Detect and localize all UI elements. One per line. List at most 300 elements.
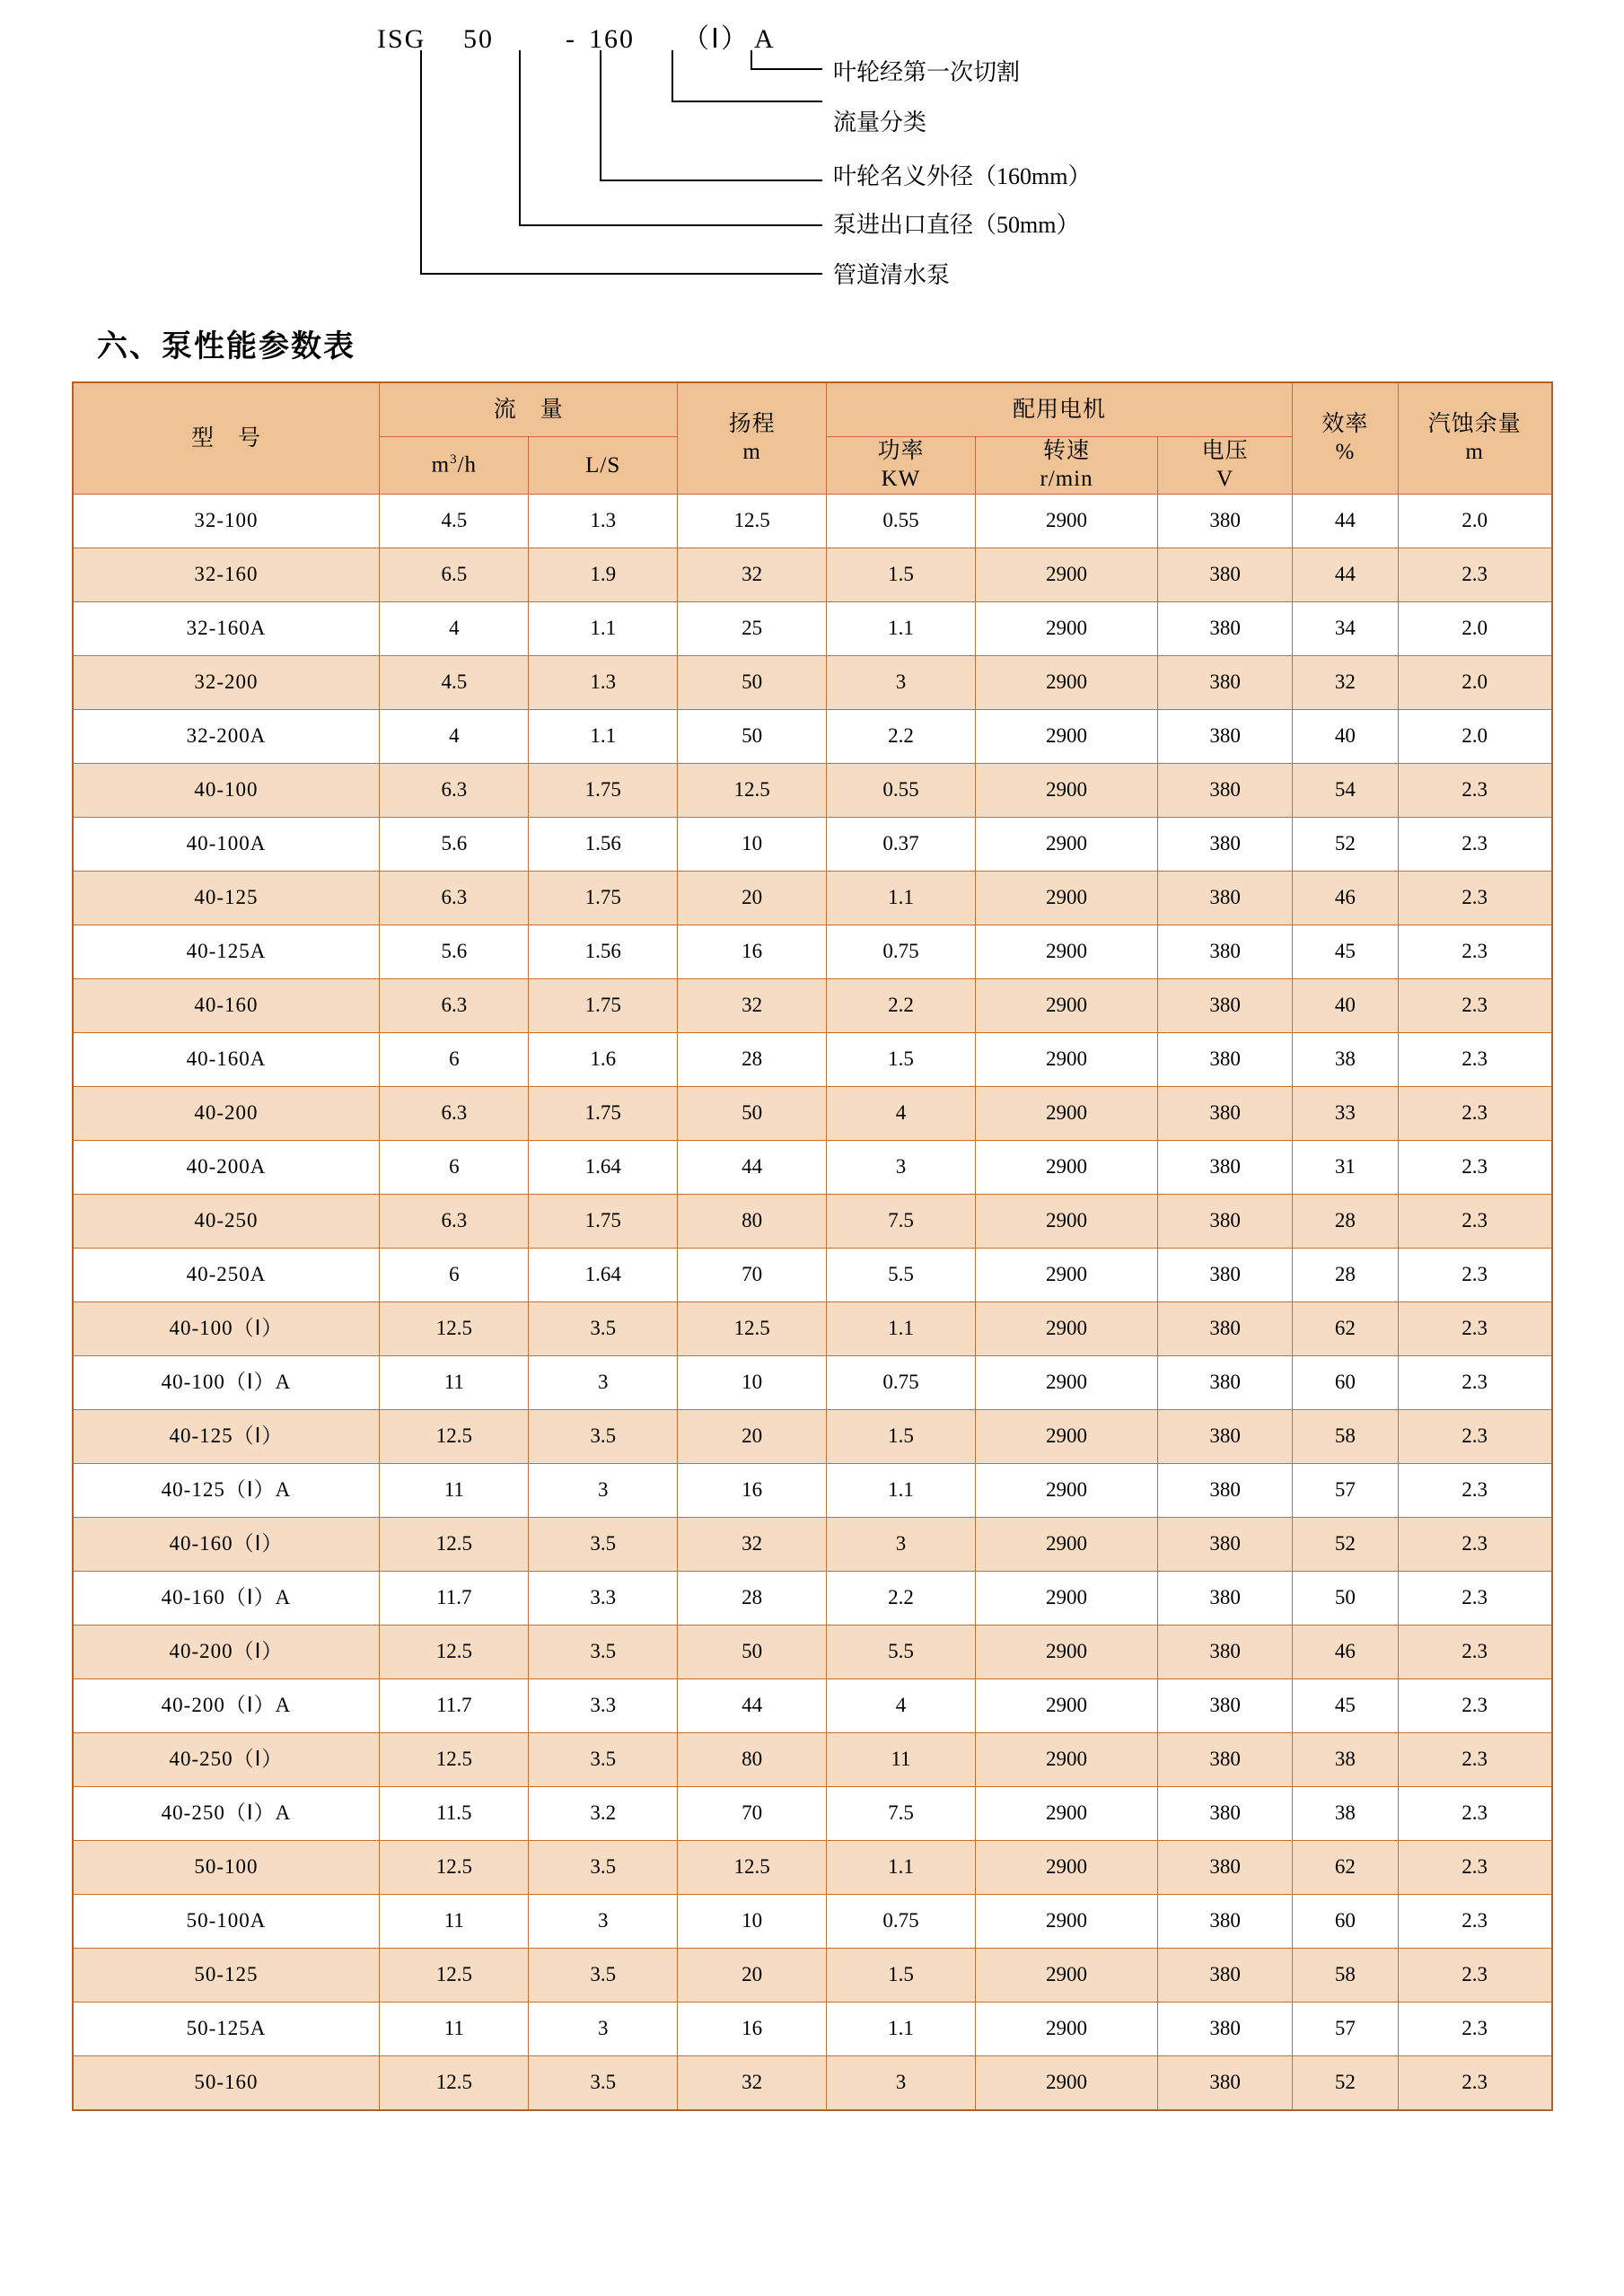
annotation-port-diameter: 泵进出口直径（50mm）: [833, 212, 1080, 238]
cell-speed: 2900: [975, 1194, 1157, 1248]
cell-flow-ls: 3.3: [529, 1571, 678, 1625]
cell-power: 7.5: [827, 1194, 976, 1248]
cell-speed: 2900: [975, 1732, 1157, 1786]
cell-power: 0.75: [827, 1355, 976, 1409]
table-row: [73, 601, 1552, 655]
cell-model: 40-200（Ⅰ）: [73, 1625, 380, 1678]
table-header-row-1: [73, 382, 1552, 437]
cell-flow-m3h: 11.7: [380, 1678, 529, 1732]
cell-voltage: 380: [1158, 494, 1293, 548]
table-row: [73, 709, 1552, 763]
cell-speed: 2900: [975, 2002, 1157, 2055]
cell-head: 44: [678, 1140, 827, 1194]
cell-npsh: 2.3: [1398, 2002, 1551, 2055]
cell-head: 50: [678, 655, 827, 709]
cell-head: 20: [678, 1948, 827, 2002]
cell-voltage: 380: [1158, 1086, 1293, 1140]
cell-flow-m3h: 11: [380, 1894, 529, 1948]
cell-voltage: 380: [1158, 548, 1293, 601]
cell-head: 10: [678, 1894, 827, 1948]
cell-efficiency: 58: [1293, 1409, 1399, 1463]
cell-efficiency: 52: [1293, 2055, 1399, 2110]
cell-npsh: 2.3: [1398, 1517, 1551, 1571]
header-head-label: 扬程: [728, 412, 776, 436]
cell-flow-m3h: 4.5: [380, 655, 529, 709]
cell-efficiency: 58: [1293, 1948, 1399, 2002]
cell-voltage: 380: [1158, 871, 1293, 925]
header-power-label: 功率: [877, 439, 925, 463]
pump-performance-table: [72, 381, 1553, 2111]
cell-head: 70: [678, 1786, 827, 1840]
code-segment-cut: A: [754, 24, 776, 54]
cell-speed: 2900: [975, 709, 1157, 763]
cell-power: 1.1: [827, 1301, 976, 1355]
cell-voltage: 380: [1158, 601, 1293, 655]
table-row: [73, 1571, 1552, 1625]
cell-voltage: 380: [1158, 1140, 1293, 1194]
cell-flow-m3h: 11.5: [380, 1786, 529, 1840]
header-power-unit: KW: [881, 467, 921, 492]
cell-npsh: 2.3: [1398, 1678, 1551, 1732]
cell-head: 16: [678, 1463, 827, 1517]
table-row: [73, 1248, 1552, 1301]
cell-head: 70: [678, 1248, 827, 1301]
code-segment-impeller: 160: [589, 24, 635, 54]
cell-head: 32: [678, 1517, 827, 1571]
cell-model: 40-250（Ⅰ）: [73, 1732, 380, 1786]
cell-flow-ls: 3: [529, 1463, 678, 1517]
cell-flow-ls: 3.5: [529, 1409, 678, 1463]
table-row: [73, 871, 1552, 925]
cell-npsh: 2.3: [1398, 1355, 1551, 1409]
cell-head: 50: [678, 1086, 827, 1140]
header-npsh-unit: m: [1465, 440, 1484, 465]
cell-flow-m3h: 11: [380, 1463, 529, 1517]
cell-flow-ls: 1.6: [529, 1032, 678, 1086]
cell-npsh: 2.3: [1398, 1840, 1551, 1894]
header-speed: [975, 437, 1157, 495]
cell-speed: 2900: [975, 1086, 1157, 1140]
cell-model: 40-160: [73, 978, 380, 1032]
cell-efficiency: 54: [1293, 763, 1399, 817]
cell-flow-ls: 3.5: [529, 1301, 678, 1355]
cell-efficiency: 45: [1293, 925, 1399, 978]
header-model: 型 号: [73, 382, 380, 494]
cell-efficiency: 44: [1293, 548, 1399, 601]
cell-flow-ls: 1.75: [529, 978, 678, 1032]
cell-efficiency: 44: [1293, 494, 1399, 548]
cell-head: 32: [678, 2055, 827, 2110]
cell-speed: 2900: [975, 1140, 1157, 1194]
cell-head: 12.5: [678, 1840, 827, 1894]
cell-voltage: 380: [1158, 1625, 1293, 1678]
cell-efficiency: 38: [1293, 1732, 1399, 1786]
cell-efficiency: 34: [1293, 601, 1399, 655]
cell-npsh: 2.3: [1398, 1732, 1551, 1786]
cell-efficiency: 50: [1293, 1571, 1399, 1625]
cell-power: 3: [827, 2055, 976, 2110]
cell-flow-ls: 1.75: [529, 1086, 678, 1140]
cell-model: 40-250（Ⅰ）A: [73, 1786, 380, 1840]
cell-efficiency: 45: [1293, 1678, 1399, 1732]
cell-power: 1.1: [827, 601, 976, 655]
cell-model: 40-160（Ⅰ）A: [73, 1571, 380, 1625]
cell-flow-m3h: 4: [380, 601, 529, 655]
cell-efficiency: 57: [1293, 2002, 1399, 2055]
cell-flow-ls: 3: [529, 2002, 678, 2055]
cell-speed: 2900: [975, 763, 1157, 817]
cell-flow-ls: 1.9: [529, 548, 678, 601]
cell-efficiency: 33: [1293, 1086, 1399, 1140]
cell-power: 5.5: [827, 1248, 976, 1301]
cell-voltage: 380: [1158, 1409, 1293, 1463]
cell-head: 25: [678, 601, 827, 655]
cell-flow-m3h: 12.5: [380, 1840, 529, 1894]
cell-flow-ls: 3.5: [529, 1948, 678, 2002]
cell-npsh: 2.3: [1398, 1194, 1551, 1248]
cell-speed: 2900: [975, 1032, 1157, 1086]
table-row: [73, 1355, 1552, 1409]
cell-power: 1.5: [827, 548, 976, 601]
header-flow-ls: L/S: [529, 437, 678, 495]
cell-flow-m3h: 4.5: [380, 494, 529, 548]
cell-flow-m3h: 6: [380, 1140, 529, 1194]
cell-npsh: 2.0: [1398, 494, 1551, 548]
cell-head: 20: [678, 871, 827, 925]
cell-voltage: 380: [1158, 978, 1293, 1032]
cell-model: 40-100: [73, 763, 380, 817]
cell-flow-ls: 3.2: [529, 1786, 678, 1840]
cell-head: 16: [678, 925, 827, 978]
table-row: [73, 1140, 1552, 1194]
cell-speed: 2900: [975, 1355, 1157, 1409]
cell-npsh: 2.3: [1398, 2055, 1551, 2110]
cell-model: 40-125A: [73, 925, 380, 978]
cell-npsh: 2.3: [1398, 1571, 1551, 1625]
cell-flow-ls: 1.3: [529, 655, 678, 709]
cell-flow-m3h: 6: [380, 1248, 529, 1301]
header-efficiency-label: 效率: [1321, 412, 1369, 436]
cell-power: 5.5: [827, 1625, 976, 1678]
cell-power: 1.1: [827, 1463, 976, 1517]
leader-line-5: [420, 50, 822, 275]
cell-model: 50-160: [73, 2055, 380, 2110]
cell-speed: 2900: [975, 1248, 1157, 1301]
cell-flow-m3h: 6.3: [380, 1194, 529, 1248]
table-row: [73, 655, 1552, 709]
code-segment-isg: ISG: [377, 24, 426, 54]
cell-npsh: 2.3: [1398, 817, 1551, 871]
table-row: [73, 763, 1552, 817]
cell-flow-m3h: 12.5: [380, 1301, 529, 1355]
cell-power: 7.5: [827, 1786, 976, 1840]
cell-model: 32-160A: [73, 601, 380, 655]
cell-model: 50-125: [73, 1948, 380, 2002]
cell-voltage: 380: [1158, 1301, 1293, 1355]
cell-power: 11: [827, 1732, 976, 1786]
annotation-first-cut: 叶轮经第一次切割: [833, 59, 1021, 85]
cell-model: 40-250: [73, 1194, 380, 1248]
cell-npsh: 2.3: [1398, 1248, 1551, 1301]
cell-speed: 2900: [975, 1625, 1157, 1678]
cell-speed: 2900: [975, 1463, 1157, 1517]
cell-head: 20: [678, 1409, 827, 1463]
table-row: [73, 1409, 1552, 1463]
table-row: [73, 2055, 1552, 2110]
cell-flow-ls: 3.5: [529, 1625, 678, 1678]
cell-efficiency: 28: [1293, 1248, 1399, 1301]
cell-flow-ls: 3: [529, 1355, 678, 1409]
header-power: [827, 437, 976, 495]
code-segment-flowclass: （Ⅰ）: [682, 24, 750, 54]
annotation-pump-type: 管道清水泵: [833, 262, 951, 288]
cell-voltage: 380: [1158, 1732, 1293, 1786]
cell-efficiency: 38: [1293, 1786, 1399, 1840]
cell-efficiency: 62: [1293, 1301, 1399, 1355]
cell-npsh: 2.3: [1398, 1463, 1551, 1517]
cell-efficiency: 52: [1293, 817, 1399, 871]
cell-voltage: 380: [1158, 1517, 1293, 1571]
cell-voltage: 380: [1158, 1571, 1293, 1625]
cell-voltage: 380: [1158, 817, 1293, 871]
cell-voltage: 380: [1158, 709, 1293, 763]
cell-power: 0.75: [827, 1894, 976, 1948]
header-voltage: [1158, 437, 1293, 495]
cell-flow-ls: 1.75: [529, 1194, 678, 1248]
cell-speed: 2900: [975, 1571, 1157, 1625]
cell-power: 2.2: [827, 1571, 976, 1625]
cell-speed: 2900: [975, 1678, 1157, 1732]
cell-flow-m3h: 12.5: [380, 1409, 529, 1463]
cell-head: 12.5: [678, 763, 827, 817]
cell-flow-ls: 1.56: [529, 925, 678, 978]
cell-model: 40-250A: [73, 1248, 380, 1301]
cell-power: 2.2: [827, 978, 976, 1032]
cell-npsh: 2.0: [1398, 709, 1551, 763]
cell-power: 1.5: [827, 1409, 976, 1463]
cell-flow-m3h: 5.6: [380, 817, 529, 871]
cell-flow-m3h: 12.5: [380, 1517, 529, 1571]
cell-power: 1.1: [827, 1840, 976, 1894]
cell-efficiency: 46: [1293, 1625, 1399, 1678]
cell-head: 28: [678, 1571, 827, 1625]
cell-npsh: 2.3: [1398, 978, 1551, 1032]
cell-flow-m3h: 6.3: [380, 871, 529, 925]
cell-model: 32-200: [73, 655, 380, 709]
cell-npsh: 2.3: [1398, 1140, 1551, 1194]
cell-speed: 2900: [975, 601, 1157, 655]
cell-model: 32-200A: [73, 709, 380, 763]
cell-model: 40-200（Ⅰ）A: [73, 1678, 380, 1732]
cell-flow-ls: 1.64: [529, 1248, 678, 1301]
cell-head: 12.5: [678, 494, 827, 548]
cell-head: 16: [678, 2002, 827, 2055]
cell-flow-ls: 3.5: [529, 2055, 678, 2110]
cell-model: 40-160（Ⅰ）: [73, 1517, 380, 1571]
cell-voltage: 380: [1158, 1194, 1293, 1248]
cell-flow-m3h: 12.5: [380, 1948, 529, 2002]
cell-model: 50-100A: [73, 1894, 380, 1948]
table-row: [73, 1032, 1552, 1086]
cell-model: 50-125A: [73, 2002, 380, 2055]
cell-speed: 2900: [975, 817, 1157, 871]
cell-npsh: 2.0: [1398, 655, 1551, 709]
cell-model: 40-160A: [73, 1032, 380, 1086]
cell-efficiency: 46: [1293, 871, 1399, 925]
cell-voltage: 380: [1158, 1032, 1293, 1086]
cell-flow-m3h: 12.5: [380, 1732, 529, 1786]
cell-voltage: 380: [1158, 763, 1293, 817]
cell-flow-m3h: 4: [380, 709, 529, 763]
cell-flow-ls: 1.64: [529, 1140, 678, 1194]
cell-flow-ls: 3.3: [529, 1678, 678, 1732]
cell-npsh: 2.3: [1398, 548, 1551, 601]
cell-flow-m3h: 12.5: [380, 2055, 529, 2110]
table-row: [73, 817, 1552, 871]
cell-flow-m3h: 11: [380, 1355, 529, 1409]
cell-npsh: 2.3: [1398, 1786, 1551, 1840]
table-row: [73, 1517, 1552, 1571]
cell-speed: 2900: [975, 2055, 1157, 2110]
header-speed-unit: r/min: [1040, 467, 1093, 492]
cell-power: 3: [827, 1517, 976, 1571]
cell-flow-ls: 1.3: [529, 494, 678, 548]
cell-npsh: 2.0: [1398, 601, 1551, 655]
cell-model: 40-100（Ⅰ）: [73, 1301, 380, 1355]
cell-voltage: 380: [1158, 655, 1293, 709]
cell-flow-ls: 3.5: [529, 1517, 678, 1571]
header-efficiency: [1293, 382, 1399, 494]
table-row: [73, 1840, 1552, 1894]
cell-npsh: 2.3: [1398, 871, 1551, 925]
table-row: [73, 1625, 1552, 1678]
header-head: [678, 382, 827, 494]
cell-flow-m3h: 12.5: [380, 1625, 529, 1678]
cell-npsh: 2.3: [1398, 1301, 1551, 1355]
header-head-unit: m: [742, 440, 761, 465]
cell-head: 28: [678, 1032, 827, 1086]
table-row: [73, 494, 1552, 548]
cell-flow-m3h: 6.5: [380, 548, 529, 601]
cell-flow-ls: 1.56: [529, 817, 678, 871]
cell-head: 32: [678, 978, 827, 1032]
header-efficiency-unit: %: [1335, 440, 1356, 465]
cell-voltage: 380: [1158, 1786, 1293, 1840]
table-row: [73, 925, 1552, 978]
cell-speed: 2900: [975, 1301, 1157, 1355]
cell-head: 12.5: [678, 1301, 827, 1355]
cell-speed: 2900: [975, 1517, 1157, 1571]
cell-power: 1.5: [827, 1948, 976, 2002]
table-row: [73, 1786, 1552, 1840]
header-npsh: [1398, 382, 1551, 494]
cell-efficiency: 32: [1293, 655, 1399, 709]
cell-npsh: 2.3: [1398, 1894, 1551, 1948]
cell-voltage: 380: [1158, 1678, 1293, 1732]
table-header: [73, 382, 1552, 494]
cell-speed: 2900: [975, 1840, 1157, 1894]
cell-flow-ls: 1.75: [529, 871, 678, 925]
header-npsh-label: 汽蚀余量: [1427, 412, 1522, 436]
header-flow: 流 量: [380, 382, 678, 437]
cell-flow-m3h: 11: [380, 2002, 529, 2055]
cell-power: 3: [827, 655, 976, 709]
cell-efficiency: 31: [1293, 1140, 1399, 1194]
table-row: [73, 978, 1552, 1032]
cell-speed: 2900: [975, 925, 1157, 978]
cell-speed: 2900: [975, 494, 1157, 548]
cell-power: 1.5: [827, 1032, 976, 1086]
cell-npsh: 2.3: [1398, 1625, 1551, 1678]
cell-power: 0.55: [827, 763, 976, 817]
header-motor: 配用电机: [827, 382, 1293, 437]
cell-speed: 2900: [975, 978, 1157, 1032]
cell-npsh: 2.3: [1398, 763, 1551, 817]
cell-head: 44: [678, 1678, 827, 1732]
cell-power: 0.75: [827, 925, 976, 978]
cell-model: 40-100（Ⅰ）A: [73, 1355, 380, 1409]
cell-model: 40-200A: [73, 1140, 380, 1194]
cell-model: 40-125: [73, 871, 380, 925]
annotation-flow-class: 流量分类: [833, 110, 927, 136]
cell-power: 1.1: [827, 2002, 976, 2055]
cell-model: 50-100: [73, 1840, 380, 1894]
code-segment-dash: -: [566, 24, 576, 54]
cell-npsh: 2.3: [1398, 1086, 1551, 1140]
cell-speed: 2900: [975, 548, 1157, 601]
cell-voltage: 380: [1158, 925, 1293, 978]
cell-voltage: 380: [1158, 1248, 1293, 1301]
table-row: [73, 1463, 1552, 1517]
cell-voltage: 380: [1158, 1894, 1293, 1948]
cell-npsh: 2.3: [1398, 1032, 1551, 1086]
cell-npsh: 2.3: [1398, 1948, 1551, 2002]
cell-head: 50: [678, 1625, 827, 1678]
model-code-diagram: [0, 0, 1624, 303]
cell-speed: 2900: [975, 1948, 1157, 2002]
cell-model: 40-125（Ⅰ）: [73, 1409, 380, 1463]
cell-flow-ls: 3.5: [529, 1840, 678, 1894]
cell-efficiency: 52: [1293, 1517, 1399, 1571]
table-row: [73, 1194, 1552, 1248]
cell-model: 32-160: [73, 548, 380, 601]
cell-speed: 2900: [975, 1786, 1157, 1840]
cell-efficiency: 38: [1293, 1032, 1399, 1086]
cell-flow-ls: 1.1: [529, 709, 678, 763]
cell-flow-m3h: 6.3: [380, 763, 529, 817]
cell-efficiency: 40: [1293, 709, 1399, 763]
cell-head: 50: [678, 709, 827, 763]
cell-voltage: 380: [1158, 1948, 1293, 2002]
cell-speed: 2900: [975, 1894, 1157, 1948]
table-row: [73, 1678, 1552, 1732]
header-voltage-unit: V: [1216, 467, 1234, 492]
cell-efficiency: 28: [1293, 1194, 1399, 1248]
table-row: [73, 1301, 1552, 1355]
cell-efficiency: 57: [1293, 1463, 1399, 1517]
cell-speed: 2900: [975, 1409, 1157, 1463]
table-row: [73, 1732, 1552, 1786]
cell-voltage: 380: [1158, 1840, 1293, 1894]
cell-model: 40-125（Ⅰ）A: [73, 1463, 380, 1517]
cell-power: 0.37: [827, 817, 976, 871]
cell-head: 80: [678, 1732, 827, 1786]
cell-npsh: 2.3: [1398, 925, 1551, 978]
cell-flow-m3h: 11.7: [380, 1571, 529, 1625]
cell-voltage: 380: [1158, 1463, 1293, 1517]
table-row: [73, 548, 1552, 601]
cell-efficiency: 40: [1293, 978, 1399, 1032]
